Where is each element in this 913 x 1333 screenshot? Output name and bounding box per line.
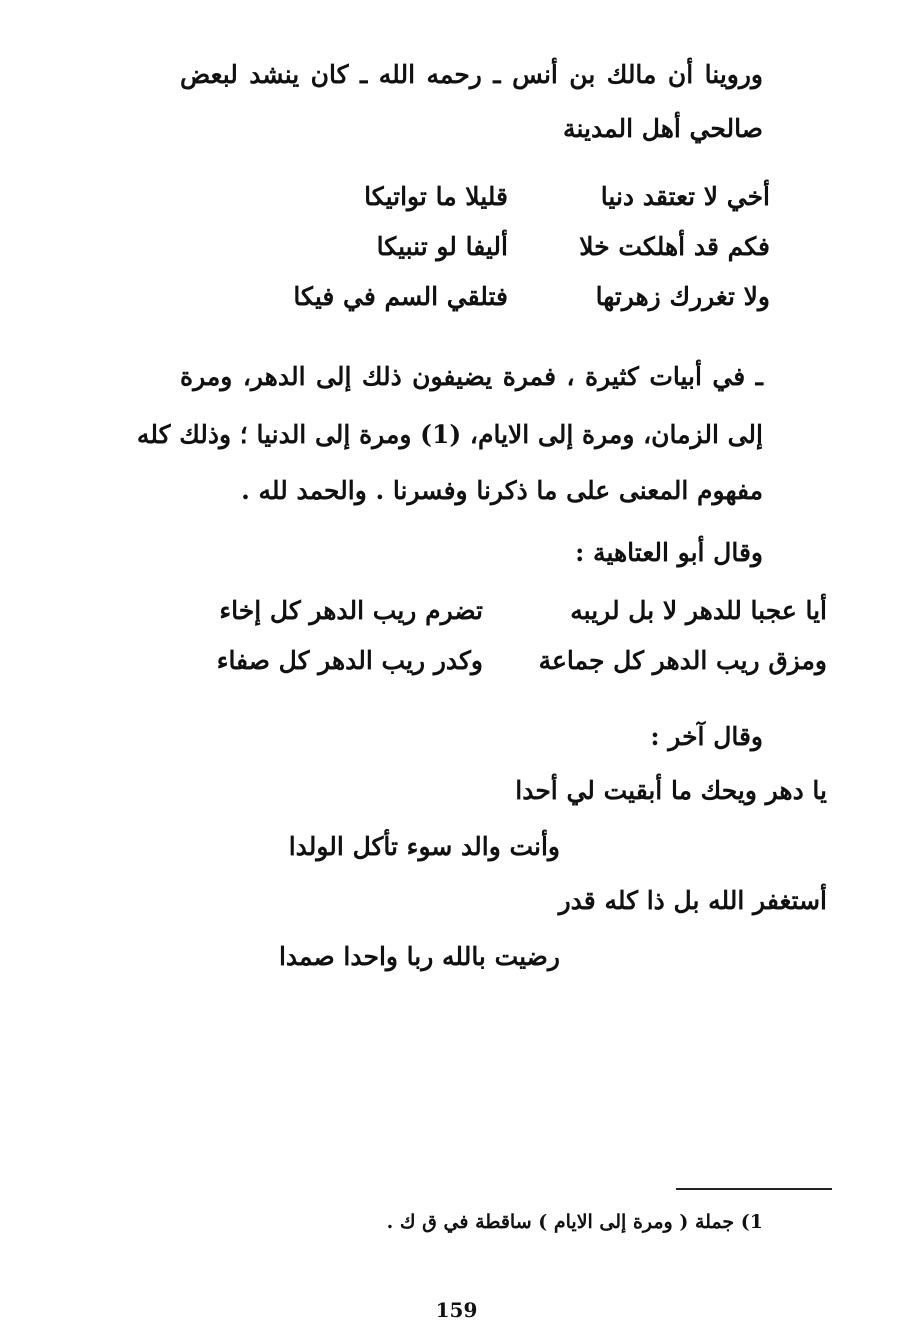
hemistich-left: وكدر ريب الدهر كل صفاء (216, 646, 483, 675)
footnote-rule (676, 1188, 832, 1190)
hemistich-left: فتلقي السم في فيكا (293, 282, 508, 311)
verse-line: وأنت والد سوء تأكل الولدا (288, 832, 560, 861)
poet-heading-2: وقال آخر : (650, 722, 763, 751)
hemistich-left: قليلا ما تواتيكا (364, 182, 508, 211)
paragraph-line-2: إلى الزمان، ومرة إلى الايام، (1) ومرة إلى الدنيا ؛ وذلك كله (136, 420, 763, 449)
intro-line-2: صالحي أهل المدينة (563, 114, 763, 143)
paragraph-line-3: مفهوم المعنى على ما ذكرنا وفسرنا . والحمد لله . (241, 476, 763, 505)
page-number: 159 (435, 1298, 478, 1322)
verse-line: يا دهر ويحك ما أبقيت لي أحدا (515, 776, 827, 805)
verse-line: رضيت بالله ربا واحدا صمدا (278, 942, 560, 971)
footnote: 1) جملة ( ومرة إلى الايام ) ساقطة في ق ك . (386, 1211, 763, 1233)
hemistich-right: ولا تغررك زهرتها (595, 282, 770, 311)
hemistich-right: أيا عجبا للدهر لا بل لريبه (570, 596, 827, 625)
hemistich-left: تضرم ريب الدهر كل إخاء (219, 596, 483, 625)
paragraph-line-1: ـ في أبيات كثيرة ، فمرة يضيفون ذلك إلى الدهر، ومرة (180, 362, 763, 391)
hemistich-right: أخي لا تعتقد دنيا (600, 182, 770, 211)
hemistich-left: أليفا لو تنبيكا (376, 232, 508, 261)
intro-line-1: وروينا أن مالك بن أنس ـ رحمه الله ـ كان ينشد لبعض (180, 60, 763, 89)
verse-line: أستغفر الله بل ذا كله قدر (558, 886, 827, 915)
hemistich-right: ومزق ريب الدهر كل جماعة (538, 646, 827, 675)
poet-heading-1: وقال أبو العتاهية : (575, 538, 763, 567)
hemistich-right: فكم قد أهلكت خلا (579, 232, 770, 261)
